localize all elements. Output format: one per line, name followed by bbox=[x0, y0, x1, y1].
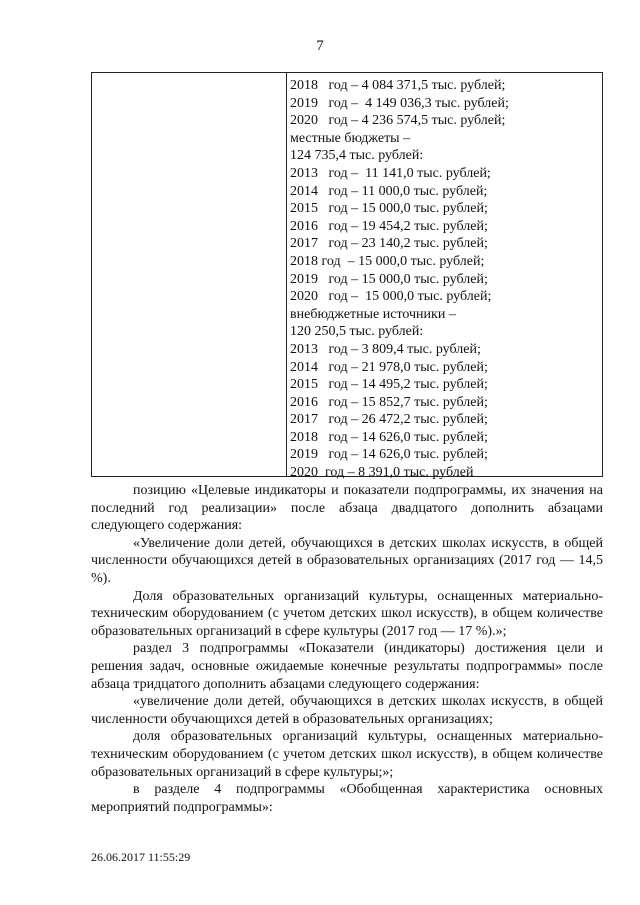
funding-line: 2019 год – 14 626,0 тыс. рублей; bbox=[290, 447, 488, 463]
funding-line: 2018 год – 15 000,0 тыс. рублей; bbox=[290, 253, 485, 269]
funding-cell bbox=[290, 77, 598, 482]
funding-line: 2020 год – 8 391,0 тыс. рублей bbox=[290, 465, 474, 481]
funding-line: 2018 год – 4 084 371,5 тыс. рублей; bbox=[290, 78, 506, 93]
funding-line: 2017 год – 23 140,2 тыс. рублей; bbox=[290, 236, 488, 252]
funding-line: 2016 год – 19 454,2 тыс. рублей; bbox=[290, 218, 488, 234]
funding-line: 120 250,5 тыс. рублей: bbox=[290, 324, 424, 340]
funding-line: внебюджетные источники – bbox=[290, 306, 456, 322]
funding-line: 2020 год – 4 236 574,5 тыс. рублей; bbox=[290, 113, 506, 129]
funding-table bbox=[91, 72, 603, 481]
funding-line: 2020 год – 15 000,0 тыс. рублей; bbox=[290, 289, 492, 305]
funding-line: 2019 год – 4 149 036,3 тыс. рублей; bbox=[290, 95, 509, 111]
paragraph: Доля образовательных организаций культуры, оснащенных материально-техническим оборудованием (с учетом детских школ искусств), в общем количестве образовательных организаций в сфере культуры (2017 год — 17 %).»; bbox=[91, 588, 603, 639]
funding-line: 2015 год – 15 000,0 тыс. рублей; bbox=[290, 201, 488, 217]
funding-line: 2015 год – 14 495,2 тыс. рублей; bbox=[290, 377, 488, 393]
funding-line: 2013 год – 3 809,4 тыс. рублей; bbox=[290, 341, 481, 357]
paragraph: раздел 3 подпрограммы «Показатели (индикаторы) достижения цели и решения задач, основные ожидаемые конечные результаты подпрограммы» после абзаца тридцатого дополнить абзацами следующего содержания: bbox=[91, 641, 603, 692]
funding-line: 2013 год – 11 141,0 тыс. рублей; bbox=[290, 165, 491, 181]
table-column-divider bbox=[286, 73, 287, 476]
funding-line: 2018 год – 14 626,0 тыс. рублей; bbox=[290, 429, 488, 445]
funding-line: местные бюджеты – bbox=[290, 130, 411, 146]
funding-line: 2016 год – 15 852,7 тыс. рублей; bbox=[290, 394, 488, 410]
page-number: 7 bbox=[316, 38, 324, 54]
funding-line: 2014 год – 11 000,0 тыс. рублей; bbox=[290, 183, 488, 199]
funding-line: 2017 год – 26 472,2 тыс. рублей; bbox=[290, 412, 488, 428]
paragraph: позицию «Целевые индикаторы и показатели подпрограммы, их значения на последний год реализации» после абзаца двадцатого дополнить абзацами следующего содержания: bbox=[91, 483, 603, 534]
paragraph: «Увеличение доли детей, обучающихся в детских школах искусств, в общей численности обучающихся детей в образовательных организациях (2017 год — 14,5 %). bbox=[91, 535, 603, 586]
footer-timestamp: 26.06.2017 11:55:29 bbox=[91, 850, 191, 864]
paragraph: «увеличение доли детей, обучающихся в детских школах искусств, в общей численности обучающихся детей в образовательных организациях; bbox=[91, 694, 603, 727]
paragraph: в разделе 4 подпрограммы «Обобщенная характеристика основных мероприятий подпрограммы»: bbox=[91, 782, 603, 815]
document-body bbox=[91, 482, 603, 816]
paragraph: доля образовательных организаций культуры, оснащенных материально-техническим оборудованием (с учетом детских школ искусств), в общем количестве образовательных организаций в сфере культуры;»; bbox=[91, 729, 603, 780]
funding-line: 2014 год – 21 978,0 тыс. рублей; bbox=[290, 359, 488, 375]
funding-line: 2019 год – 15 000,0 тыс. рублей; bbox=[290, 271, 488, 287]
funding-line: 124 735,4 тыс. рублей: bbox=[290, 148, 424, 164]
